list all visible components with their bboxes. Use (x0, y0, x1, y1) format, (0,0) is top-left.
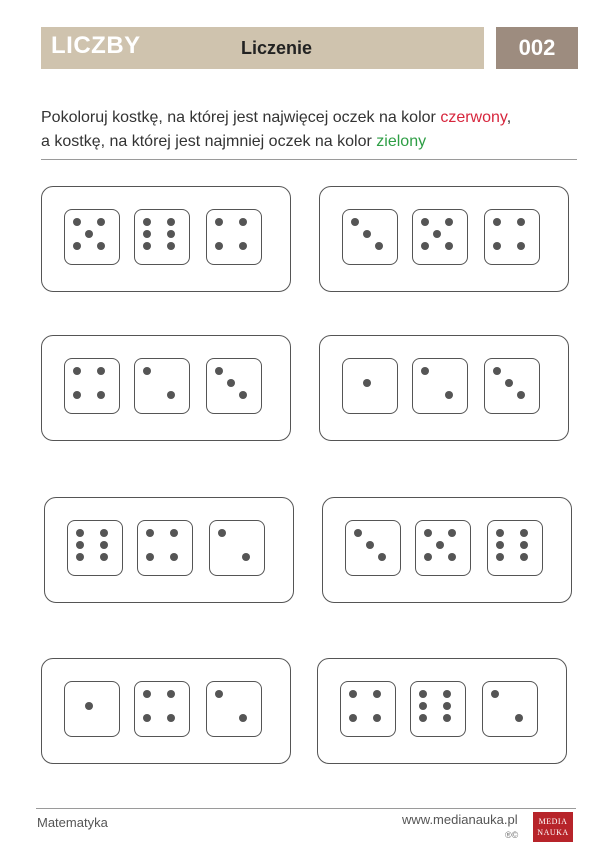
instruction-line1: Pokoloruj kostkę, na której jest najwięcej oczek na kolor (41, 109, 441, 126)
dice-group-8 (317, 658, 567, 764)
die-4[interactable] (134, 681, 190, 737)
die-pip (424, 553, 432, 561)
die-pip (493, 242, 501, 250)
die-pip (73, 367, 81, 375)
die-pip (100, 541, 108, 549)
die-pip (215, 218, 223, 226)
die-pip (424, 529, 432, 537)
die-pip (515, 714, 523, 722)
die-pip (73, 218, 81, 226)
die-6[interactable] (67, 520, 123, 576)
die-pip (73, 242, 81, 250)
die-pip (73, 391, 81, 399)
die-pip (167, 391, 175, 399)
die-pip (520, 541, 528, 549)
footer-divider (36, 808, 576, 809)
instruction-line2: a kostkę, na której jest najmniej oczek na kolor (41, 133, 377, 150)
die-5[interactable] (64, 209, 120, 265)
die-pip (239, 242, 247, 250)
dice-group-7 (41, 658, 291, 764)
die-pip (146, 529, 154, 537)
die-pip (363, 230, 371, 238)
red-color-word: czerwony (440, 109, 507, 126)
die-pip (378, 553, 386, 561)
die-pip (445, 242, 453, 250)
die-pip (143, 242, 151, 250)
die-pip (520, 553, 528, 561)
die-pip (375, 242, 383, 250)
die-pip (100, 529, 108, 537)
instructions-divider (41, 159, 577, 160)
die-pip (215, 242, 223, 250)
die-pip (167, 218, 175, 226)
die-3[interactable] (345, 520, 401, 576)
die-pip (517, 242, 525, 250)
die-pip (496, 553, 504, 561)
dice-group-3 (41, 335, 291, 441)
die-pip (448, 553, 456, 561)
die-pip (520, 529, 528, 537)
instructions (41, 106, 581, 154)
die-4[interactable] (64, 358, 120, 414)
die-pip (491, 690, 499, 698)
die-pip (167, 242, 175, 250)
logo-line2: NAUKA (537, 828, 569, 837)
die-pip (143, 230, 151, 238)
die-pip (76, 529, 84, 537)
die-pip (239, 218, 247, 226)
die-pip (445, 391, 453, 399)
dice-group-4 (319, 335, 569, 441)
worksheet-number: 002 (496, 27, 578, 69)
die-pip (419, 690, 427, 698)
die-pip (436, 541, 444, 549)
header-bar (41, 27, 484, 69)
green-color-word: zielony (376, 133, 427, 150)
die-4[interactable] (484, 209, 540, 265)
die-pip (170, 553, 178, 561)
die-pip (76, 541, 84, 549)
die-5[interactable] (415, 520, 471, 576)
die-2[interactable] (209, 520, 265, 576)
die-pip (167, 690, 175, 698)
die-pip (445, 218, 453, 226)
die-pip (421, 218, 429, 226)
die-pip (97, 367, 105, 375)
die-pip (493, 218, 501, 226)
dice-group-1 (41, 186, 291, 292)
die-4[interactable] (206, 209, 262, 265)
die-pip (100, 553, 108, 561)
die-pip (496, 541, 504, 549)
die-pip (419, 714, 427, 722)
die-pip (505, 379, 513, 387)
die-pip (146, 553, 154, 561)
die-pip (170, 529, 178, 537)
die-pip (433, 230, 441, 238)
die-pip (351, 218, 359, 226)
media-nauka-logo (533, 812, 573, 842)
die-pip (443, 690, 451, 698)
die-pip (373, 690, 381, 698)
dice-group-6 (322, 497, 572, 603)
die-pip (443, 714, 451, 722)
die-pip (373, 714, 381, 722)
die-pip (366, 541, 374, 549)
die-pip (97, 391, 105, 399)
die-2[interactable] (206, 681, 262, 737)
die-pip (239, 714, 247, 722)
page-title: Liczenie (241, 38, 313, 58)
die-pip (218, 529, 226, 537)
die-pip (517, 218, 525, 226)
die-4[interactable] (340, 681, 396, 737)
dice-group-2 (319, 186, 569, 292)
footer-url: www.medianauka.pl (402, 812, 518, 827)
die-6[interactable] (410, 681, 466, 737)
die-pip (143, 714, 151, 722)
die-pip (215, 690, 223, 698)
die-3[interactable] (206, 358, 262, 414)
die-2[interactable] (412, 358, 468, 414)
die-pip (363, 379, 371, 387)
die-pip (143, 218, 151, 226)
die-pip (448, 529, 456, 537)
die-pip (85, 702, 93, 710)
die-pip (419, 702, 427, 710)
die-3[interactable] (484, 358, 540, 414)
die-pip (227, 379, 235, 387)
die-pip (242, 553, 250, 561)
die-5[interactable] (412, 209, 468, 265)
die-pip (167, 714, 175, 722)
die-pip (493, 367, 501, 375)
dice-group-5 (44, 497, 294, 603)
die-pip (421, 242, 429, 250)
die-pip (349, 690, 357, 698)
die-pip (354, 529, 362, 537)
die-pip (143, 690, 151, 698)
die-pip (496, 529, 504, 537)
die-pip (443, 702, 451, 710)
die-pip (517, 391, 525, 399)
die-pip (85, 230, 93, 238)
die-6[interactable] (134, 209, 190, 265)
die-pip (239, 391, 247, 399)
die-1[interactable] (64, 681, 120, 737)
die-2[interactable] (134, 358, 190, 414)
die-2[interactable] (482, 681, 538, 737)
die-pip (167, 230, 175, 238)
die-pip (421, 367, 429, 375)
die-6[interactable] (487, 520, 543, 576)
footer-copyright: ®© (505, 830, 519, 840)
die-1[interactable] (342, 358, 398, 414)
header-subject: LICZBY (51, 32, 141, 59)
die-pip (76, 553, 84, 561)
die-pip (143, 367, 151, 375)
die-pip (97, 218, 105, 226)
die-4[interactable] (137, 520, 193, 576)
die-pip (97, 242, 105, 250)
die-pip (349, 714, 357, 722)
footer-subject: Matematyka (37, 815, 108, 830)
instruction-comma: , (506, 109, 512, 126)
die-3[interactable] (342, 209, 398, 265)
logo-line1: MEDIA (538, 817, 568, 826)
die-pip (215, 367, 223, 375)
